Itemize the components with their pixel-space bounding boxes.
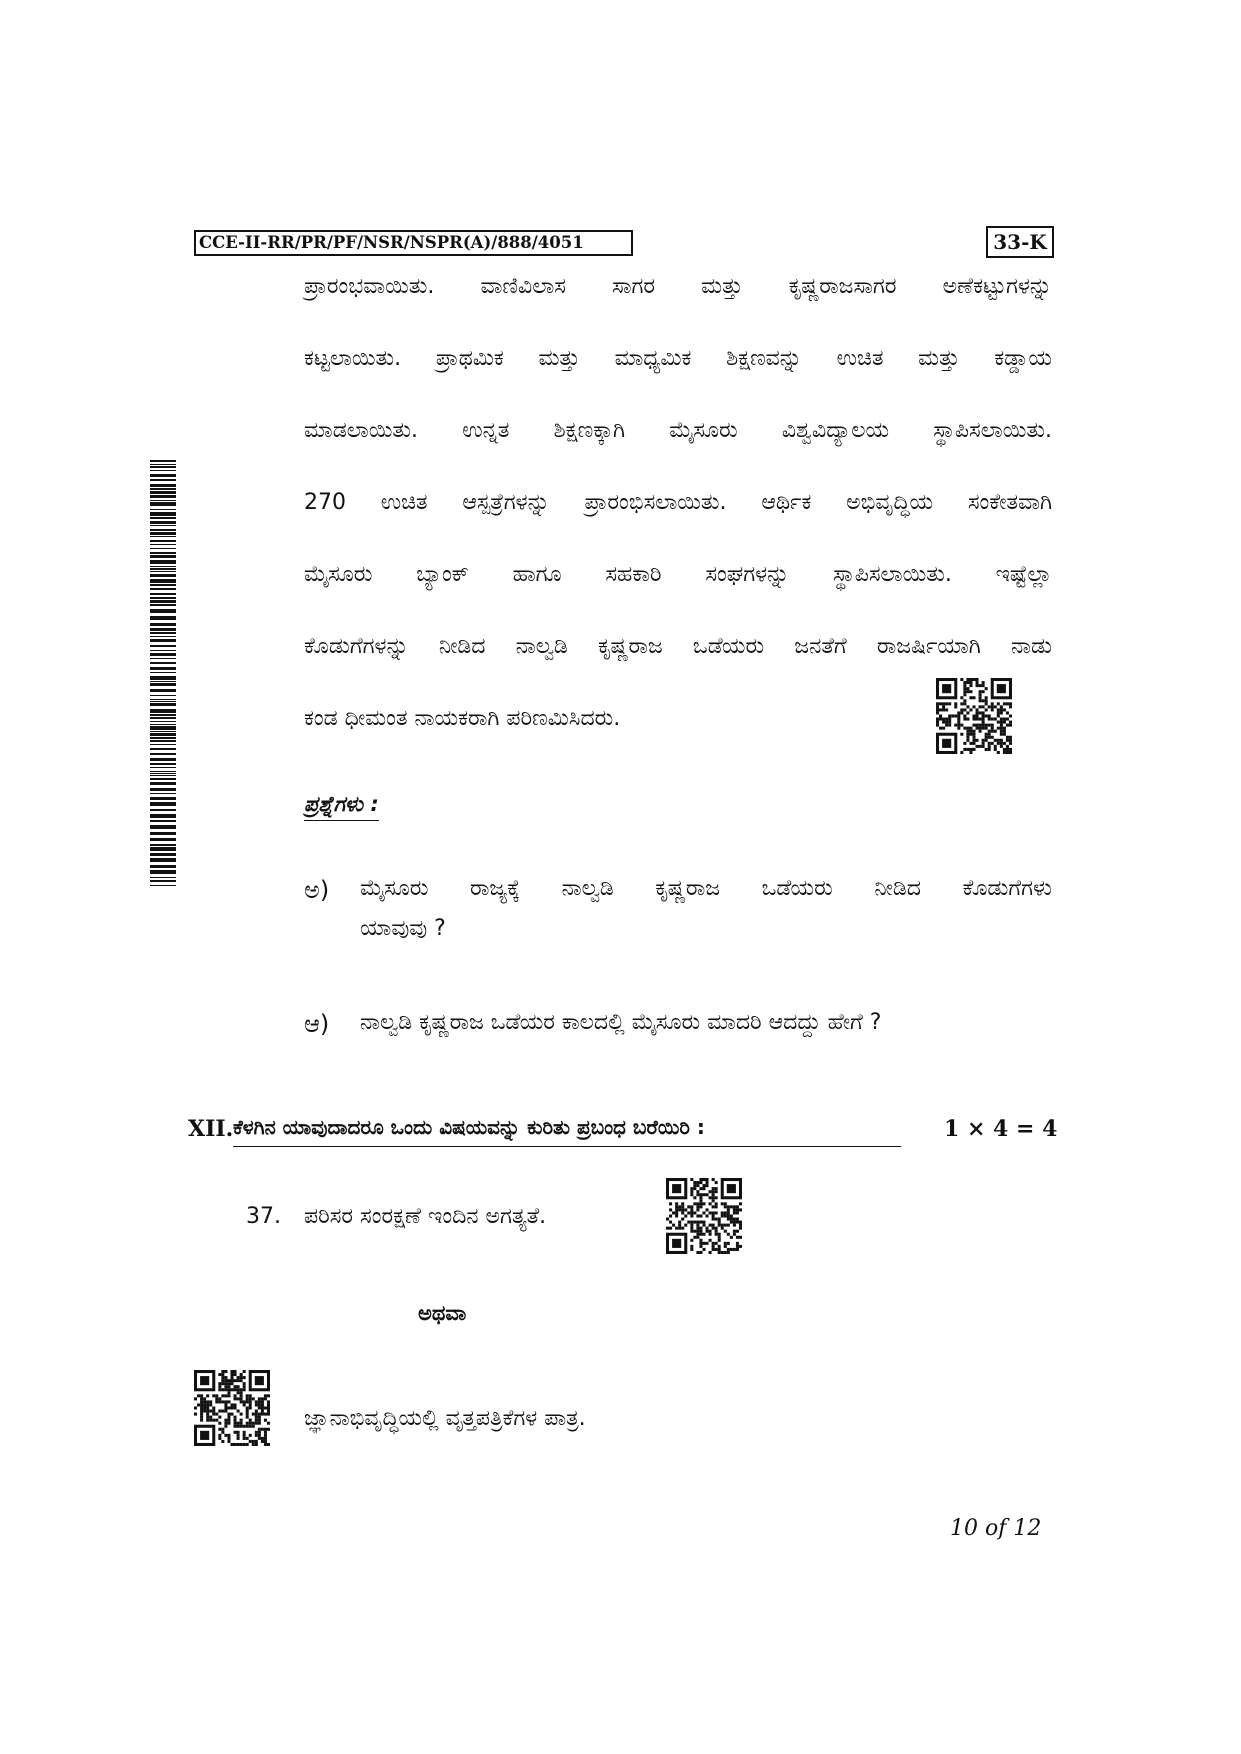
section-number: XII. [188,1116,234,1142]
alternative-topic-text: ಜ್ಞಾನಾಭಿವೃದ್ಧಿಯಲ್ಲಿ ವೃತ್ತಪತ್ರಿಕೆಗಳ ಪಾತ್ರ. [304,1406,586,1431]
question-a-line1: ಮೈಸೂರು ರಾಜ್ಯಕ್ಕೆ ನಾಲ್ವಡಿ ಕೃಷ್ಣರಾಜ ಒಡೆಯರು ನೀಡಿದ ಕೊಡುಗೆಗಳು [360,876,1052,901]
passage-line-5: ಮೈಸೂರು ಬ್ಯಾಂಕ್ ಹಾಗೂ ಸಹಕಾರಿ ಸಂಘಗಳನ್ನು ಸ್ಥಾಪಿಸಲಾಯಿತು. ಇಷ್ಟೆಲ್ಲಾ [304,562,1052,587]
or-label: ಅಥವಾ [418,1301,467,1325]
passage-line-4: 270 ಉಚಿತ ಆಸ್ಪತ್ರೆಗಳನ್ನು ಪ್ರಾರಂಭಿಸಲಾಯಿತು. ಆರ್ಥಿಕ ಅಭಿವೃದ್ಧಿಯ ಸಂಕೇತವಾಗಿ [304,490,1052,515]
question-a-line2: ಯಾವುವು ? [360,916,446,941]
question-a-marker: ಅ) [304,876,330,904]
question-b-text: ನಾಲ್ವಡಿ ಕೃಷ್ಣರಾಜ ಒಡೆಯರ ಕಾಲದಲ್ಲಿ ಮೈಸೂರು ಮಾದರಿ ಆದದ್ದು ಹೇಗೆ ? [360,1010,882,1035]
page-number: 10 of 12 [950,1516,1042,1541]
passage-line-6: ಕೊಡುಗೆಗಳನ್ನು ನೀಡಿದ ನಾಲ್ವಡಿ ಕೃಷ್ಣರಾಜ ಒಡೆಯರು ಜನತೆಗೆ ರಾಜರ್ಷಿಯಾಗಿ ನಾಡು [304,634,1052,659]
question-37-number: 37. [246,1204,281,1229]
passage-line-1: ಪ್ರಾರಂಭವಾಯಿತು. ವಾಣಿವಿಲಾಸ ಸಾಗರ ಮತ್ತು ಕೃಷ್ಣರಾಜಸಾಗರ ಅಣೆಕಟ್ಟುಗಳನ್ನು [304,274,1052,299]
paper-code-box [986,226,1054,258]
passage-line-2: ಕಟ್ಟಲಾಯಿತು. ಪ್ರಾಥಮಿಕ ಮತ್ತು ಮಾಧ್ಯಮಿಕ ಶಿಕ್ಷಣವನ್ನು ಉಚಿತ ಮತ್ತು ಕಡ್ಡಾಯ [304,346,1052,371]
exam-code: CCE-II-RR/PR/PF/NSR/NSPR(A)/888/4051 [199,233,584,252]
exam-code-box [194,230,633,256]
section-title: ಕೆಳಗಿನ ಯಾವುದಾದರೂ ಒಂದು ವಿಷಯವನ್ನು ಕುರಿತು ಪ್ರಬಂಧ ಬರೆಯಿರಿ : [233,1112,901,1147]
barcode-image [150,460,176,886]
qr-code-icon [666,1178,742,1254]
question-b-marker: ಆ) [304,1010,330,1038]
section-marks: 1 × 4 = 4 [944,1116,1058,1142]
qr-code-icon [936,678,1012,754]
passage-line-3: ಮಾಡಲಾಯಿತು. ಉನ್ನತ ಶಿಕ್ಷಣಕ್ಕಾಗಿ ಮೈಸೂರು ವಿಶ್ವವಿದ್ಯಾಲಯ ಸ್ಥಾಪಿಸಲಾಯಿತು. [304,418,1052,443]
questions-heading: ಪ್ರಶ್ನೆಗಳು : [304,790,379,821]
passage-line-7: ಕಂಡ ಧೀಮಂತ ನಾಯಕರಾಗಿ ಪರಿಣಮಿಸಿದರು. [304,706,621,731]
qr-code-icon [194,1370,270,1446]
question-37-text: ಪರಿಸರ ಸಂರಕ್ಷಣೆ ಇಂದಿನ ಅಗತ್ಯತೆ. [304,1204,547,1229]
paper-code: 33-K [993,230,1047,254]
